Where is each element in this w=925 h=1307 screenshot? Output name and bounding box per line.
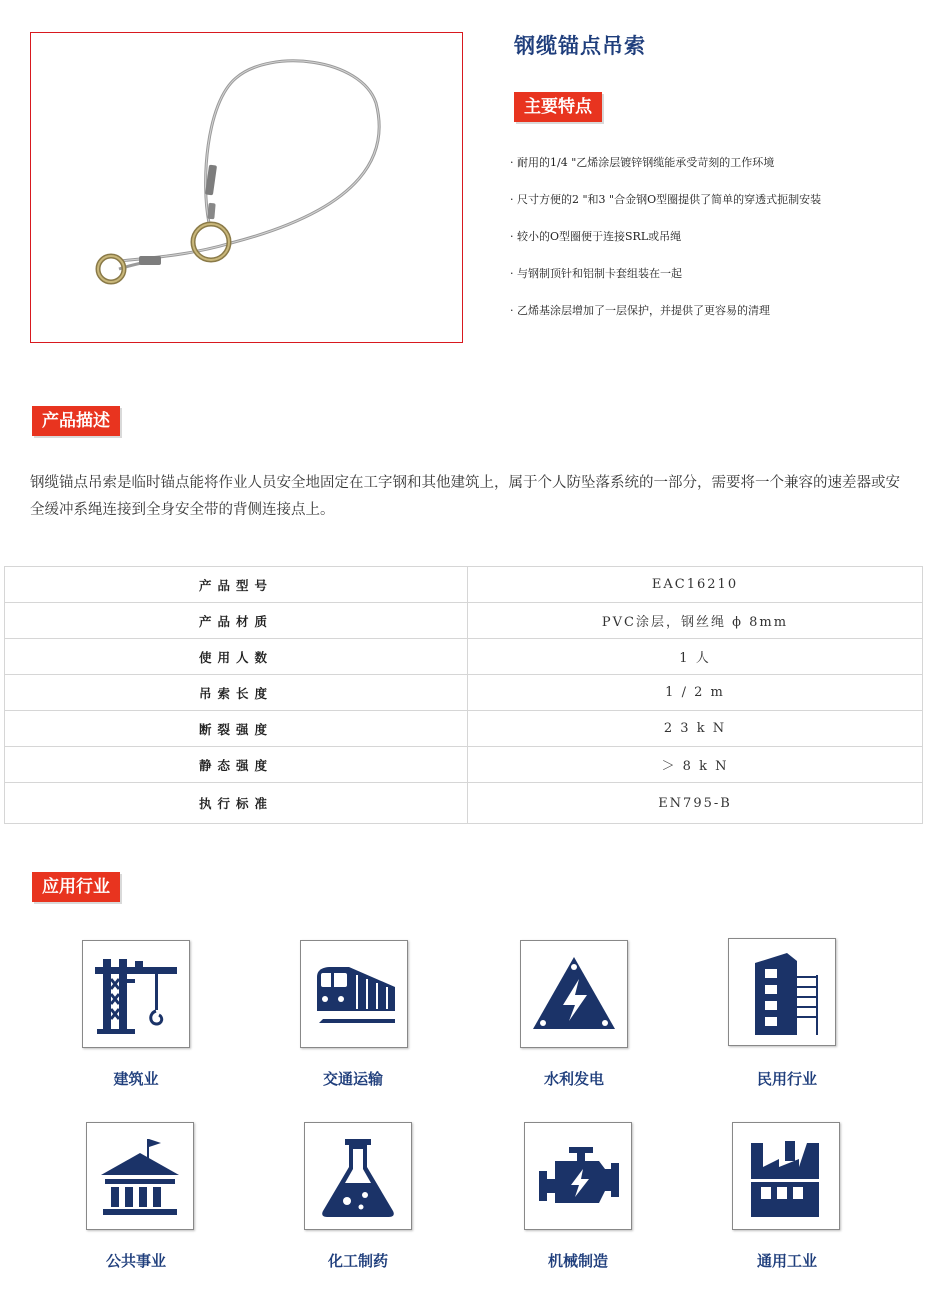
product-image — [30, 32, 463, 343]
industry-label: 机械制造 — [547, 1252, 608, 1270]
feature-item: · 耐用的1/4 "乙烯涂层镀锌钢缆能承受苛刻的工作环境 — [510, 156, 775, 169]
spec-key: 吊索长度 — [5, 675, 468, 711]
spec-value: 1 / 2 m — [468, 675, 923, 711]
section-title-features: 主要特点 — [514, 92, 602, 122]
feature-item: · 乙烯基涂层增加了一层保护，并提供了更容易的清理 — [510, 304, 770, 317]
spec-key: 产品材质 — [5, 603, 468, 639]
spec-table — [4, 566, 923, 824]
section-title-description: 产品描述 — [32, 406, 120, 436]
industry-tile-construction[interactable] — [82, 940, 190, 1048]
spec-value: EN795-B — [468, 783, 923, 824]
industry-tile-public[interactable] — [86, 1122, 194, 1230]
table-row — [5, 603, 923, 639]
table-row — [5, 639, 923, 675]
factory-icon — [741, 1131, 831, 1221]
spec-value: EAC16210 — [468, 567, 923, 603]
table-row — [5, 783, 923, 824]
feature-item: · 尺寸方便的2 "和3 "合金钢O型圈提供了简单的穿透式扼制安装 — [510, 193, 822, 206]
spec-key: 执行标准 — [5, 783, 468, 824]
spec-value: 1 人 — [468, 639, 923, 675]
engine-icon — [533, 1131, 623, 1221]
table-row — [5, 747, 923, 783]
feature-item: · 较小的O型圈便于连接SRL或吊绳 — [510, 230, 682, 243]
industry-label: 水利发电 — [543, 1070, 604, 1088]
spec-key: 使用人数 — [5, 639, 468, 675]
industry-label: 通用工业 — [756, 1252, 817, 1270]
industry-label: 民用行业 — [756, 1070, 817, 1088]
spec-value: 2 3 k N — [468, 711, 923, 747]
industry-label: 化工制药 — [327, 1252, 388, 1270]
industry-tile-transport[interactable] — [300, 940, 408, 1048]
industry-tile-machinery[interactable] — [524, 1122, 632, 1230]
flask-icon — [313, 1131, 403, 1221]
train-icon — [309, 949, 399, 1039]
product-description: 钢缆锚点吊索是临时锚点能将作业人员安全地固定在工字钢和其他建筑上，属于个人防坠落系统的一部分，需要将一个兼容的速差器或安全缓冲系绳连接到全身安全带的背侧连接点上。 — [30, 475, 900, 518]
crane-icon — [91, 949, 181, 1039]
spec-value: ＞ 8 k N — [468, 747, 923, 783]
table-row — [5, 567, 923, 603]
feature-item: · 与钢制顶针和铝制卡套组装在一起 — [510, 267, 682, 280]
section-title-industries: 应用行业 — [32, 872, 120, 902]
product-title: 钢缆锚点吊索 — [514, 34, 646, 58]
table-row — [5, 675, 923, 711]
public-hall-icon — [95, 1131, 185, 1221]
industry-tile-hydropower[interactable] — [520, 940, 628, 1048]
industry-tile-civil[interactable] — [728, 938, 836, 1046]
spec-value: PVC涂层，钢丝绳 ϕ 8mm — [468, 603, 923, 639]
building-icon — [737, 947, 827, 1037]
industry-label: 公共事业 — [105, 1252, 166, 1270]
industry-tile-general[interactable] — [732, 1122, 840, 1230]
wire-rope-sling-image — [31, 33, 462, 342]
spec-key: 静态强度 — [5, 747, 468, 783]
industry-label: 建筑业 — [113, 1070, 159, 1088]
industry-label: 交通运输 — [322, 1070, 383, 1088]
high-voltage-icon — [529, 949, 619, 1039]
spec-key: 产品型号 — [5, 567, 468, 603]
spec-key: 断裂强度 — [5, 711, 468, 747]
industry-tile-chemical[interactable] — [304, 1122, 412, 1230]
table-row — [5, 711, 923, 747]
